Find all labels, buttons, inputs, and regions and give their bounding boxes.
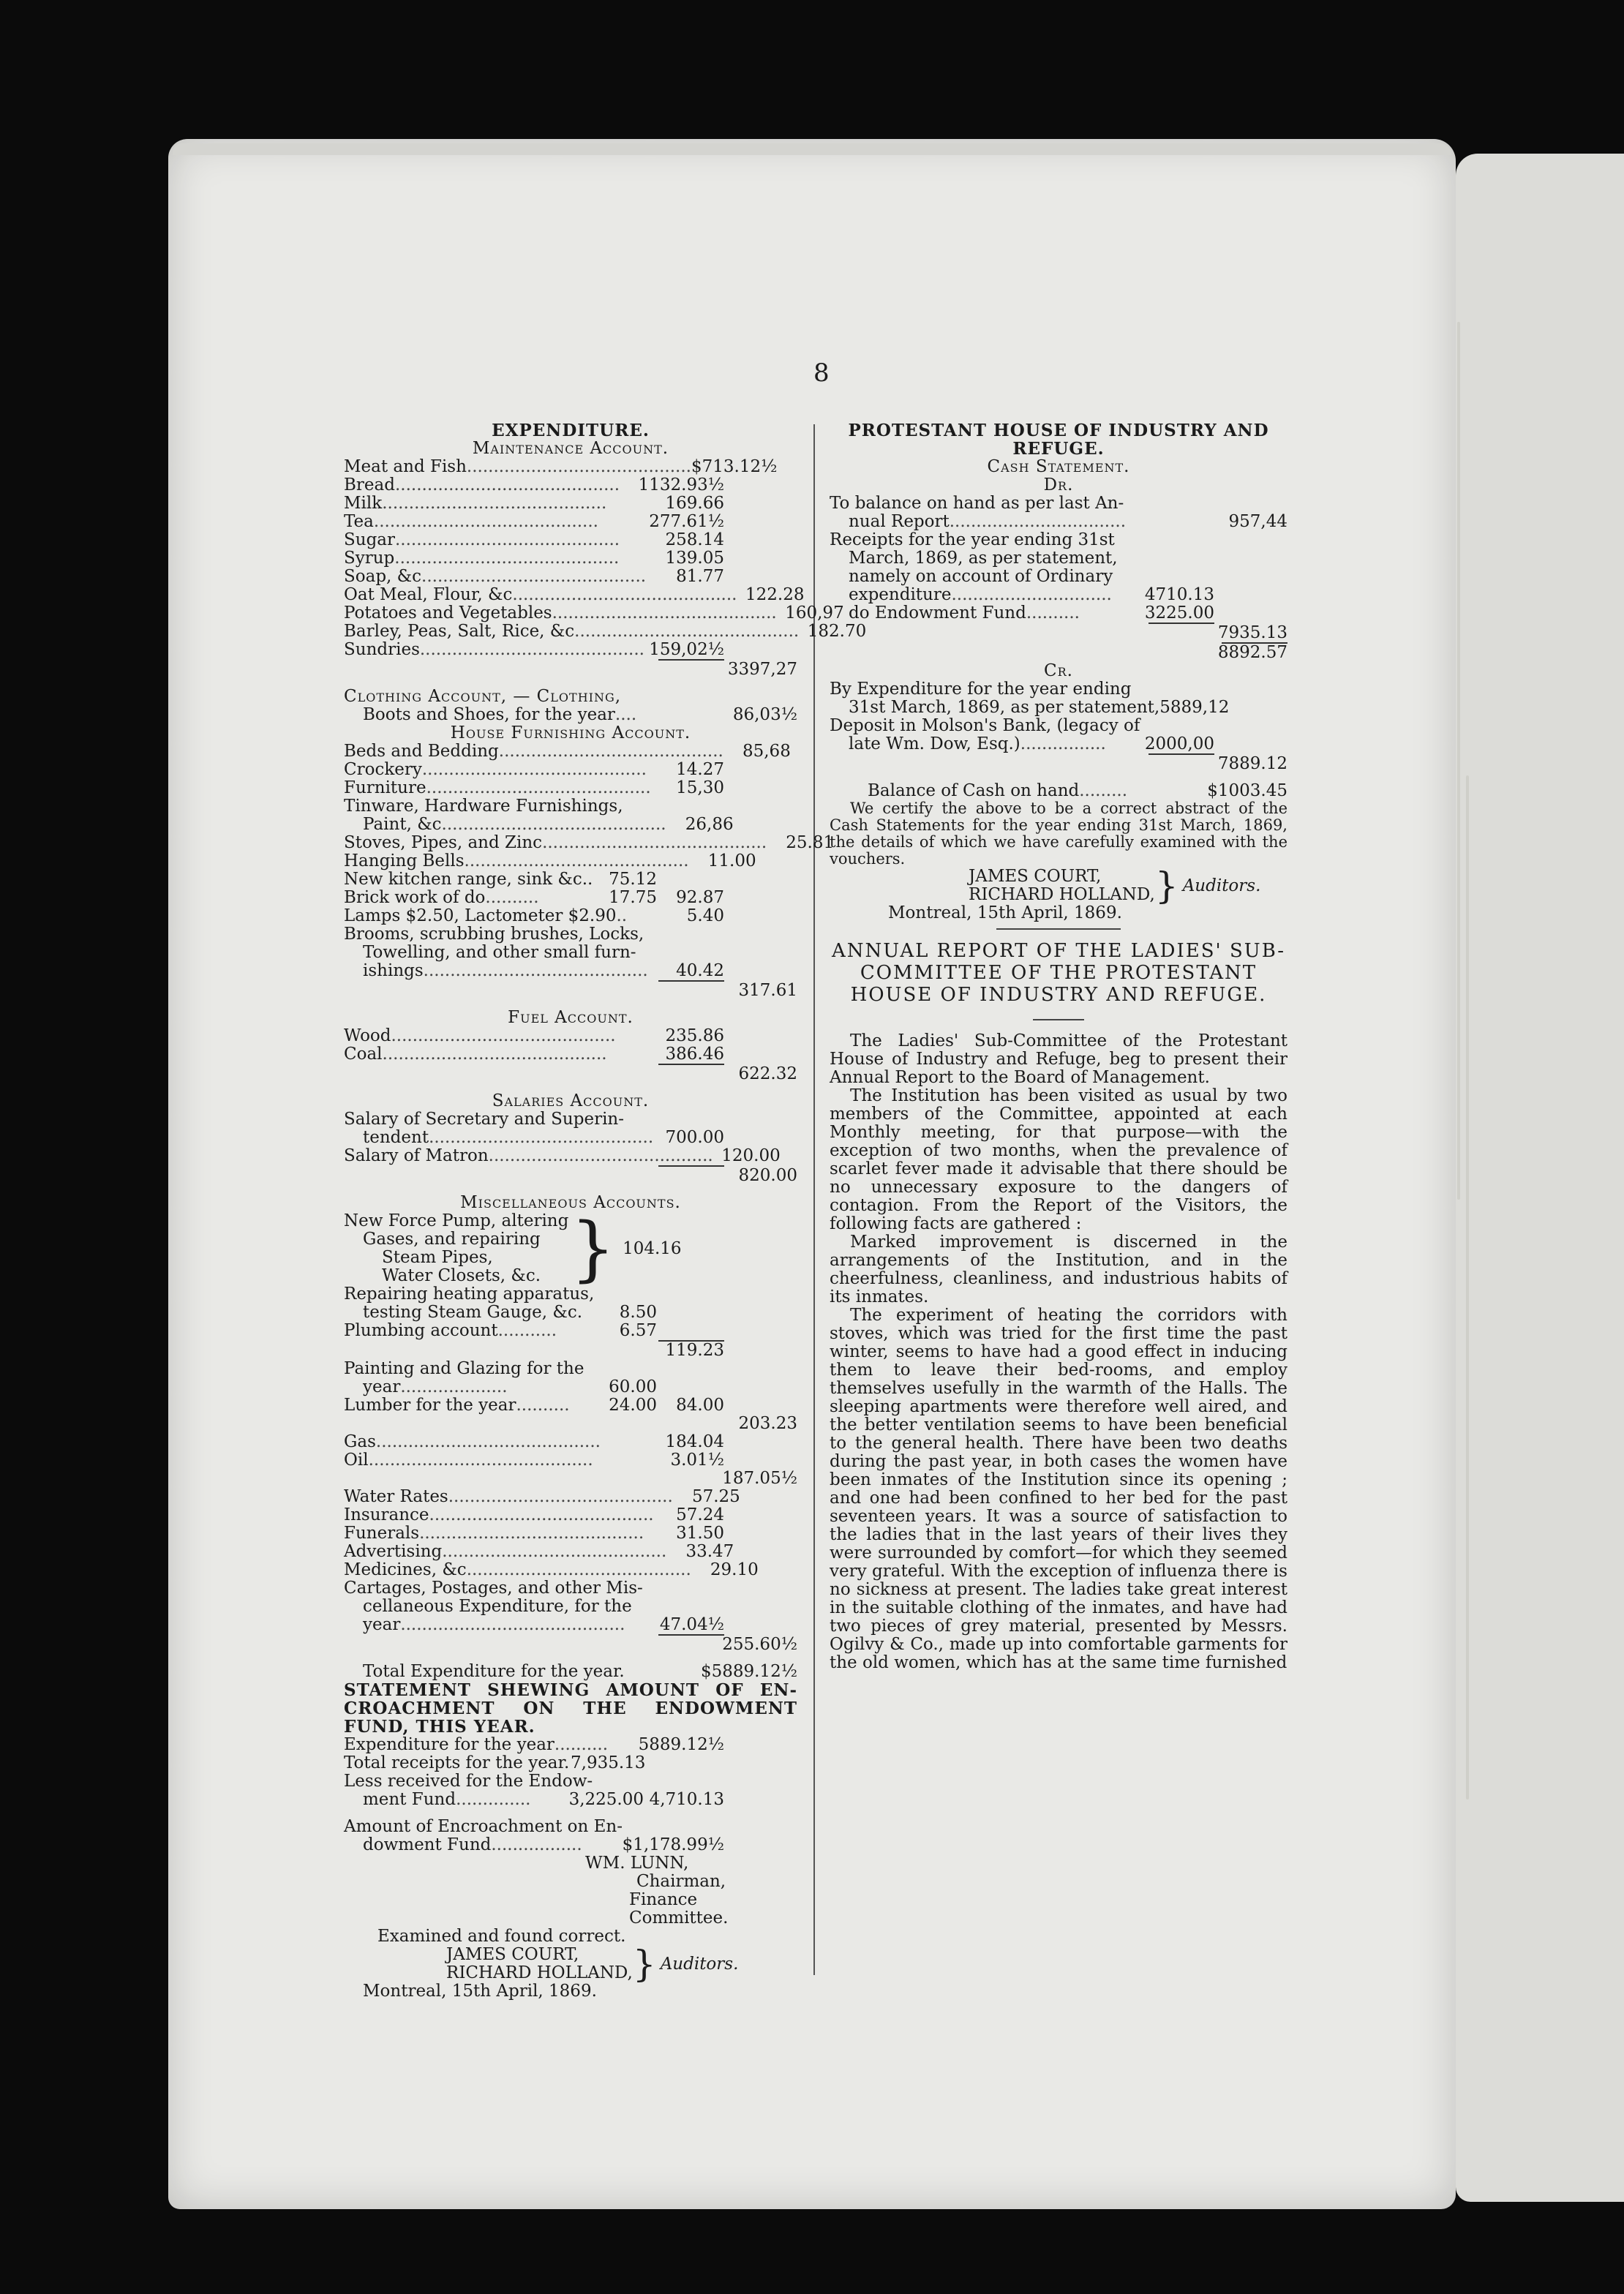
ledger-row: year .................... 60.00	[363, 1377, 657, 1396]
ledger-row: ment Fund .............. 3,225.00 4,710.13	[363, 1790, 724, 1809]
ledger-row: Lumber for the year .......... 24.00 84.00	[344, 1396, 724, 1415]
ledger-text: Steam Pipes,	[382, 1248, 493, 1267]
ledger-row: Stoves, Pipes, and Zinc .......................................... 25.81	[344, 833, 835, 852]
signer-title: Chairman,	[636, 1872, 726, 1891]
page-number: 8	[813, 358, 830, 388]
auditor-name: JAMES COURT,	[969, 867, 1102, 886]
ledger-text: namely on account of Ordinary	[849, 567, 1113, 586]
total-expenditure-row: Total Expenditure for the year. $5889.12½	[363, 1662, 797, 1681]
auditor-name: RICHARD HOLLAND,	[446, 1963, 633, 1982]
ledger-row: year .......................................... 47.04½	[363, 1615, 724, 1634]
ledger-row: Syrup .......................................... 139.05	[344, 549, 724, 568]
ledger-text: By Expenditure for the year ending	[830, 680, 1132, 699]
section-total: 7935.13	[1217, 623, 1287, 642]
expenditure-column	[344, 421, 867, 2001]
auditor-name: JAMES COURT,	[446, 1945, 579, 1964]
ledger-row: testing Steam Gauge, &c. 8.50	[363, 1303, 657, 1322]
ledger-row: ishings .......................................... 40.42	[363, 961, 724, 980]
certification-text: We certify the above to be a correct abstract of the Cash Statements for the year ending 31st March, 1869, the details of which we have carefully examined with the vouchers.	[830, 800, 1287, 868]
binding-thread	[1457, 322, 1460, 1200]
ledger-text: Tinware, Hardware Furnishings,	[344, 797, 623, 816]
report-paragraph: The experiment of heating the corridors with stoves, which was tried for the first time the past winter, seems to have had a good effect in inducing them to leave their bed-rooms, and employ themselves usefully in the warmth of the Halls. The sleeping apartments were therefore well aired, and the better ventilation seems to have been beneficial to the general health. There have been two deaths during the past year, in both cases the women have been inmates of the Institution since its opening ; and one had been confined to her bed for the past seventeen years. It was a source of satisfaction to the ladies that in the last years of their lives they were surrounded by comfort—for which they seemed very grateful. With the exception of influenza there is no sickness at present. The ladies take great interest in the suitable clothing of the inmates, and have had two pieces of grey material, presented by Messrs. Ogilvy & Co., made up into comfortable garments for the old women, which has at the same time furnished	[830, 1306, 1287, 1672]
ledger-row: Beds and Bedding .......................................... 85,68	[344, 742, 791, 761]
separator-rule	[996, 928, 1121, 930]
ledger-row: Lamps $2.50, Lactometer $2.90 .. 5.40	[344, 906, 724, 925]
ledger-text: Towelling, and other small furn-	[363, 943, 636, 962]
ledger-row: Sugar .......................................... 258.14	[344, 530, 724, 549]
report-paragraph: The Institution has been visited as usual by two members of the Committee, appointed at each Monthly meeting, for that purpose—with the exception of two months, when the prevalence of scarlet fever made it advisable that there should be no unnecessary exposure to the dangers of contagion. From the Report of the Visitors, the following facts are gathered :	[830, 1086, 1287, 1233]
ledger-row: Funerals .......................................... 31.50	[344, 1524, 724, 1543]
force-pump-entry	[344, 1208, 797, 1290]
column-divider	[813, 424, 815, 1975]
cash-statement-title: PROTESTANT HOUSE OF INDUSTRY AND REFUGE.	[848, 421, 1269, 459]
ledger-row: Crockery .......................................... 14.27	[344, 760, 724, 779]
ledger-text: Repairing heating apparatus,	[344, 1285, 595, 1304]
cash-statement-column	[830, 421, 1287, 1672]
ledger-row: Paint, &c .......................................... 26,86	[363, 815, 734, 834]
ledger-text: Brooms, scrubbing brushes, Locks,	[344, 925, 644, 944]
ledger-row: Oil .......................................... 3.01½	[344, 1451, 724, 1470]
ledger-row: dowment Fund ................. $1,178.99½	[363, 1835, 724, 1854]
ledger-row: Water Rates .......................................... 57.25	[344, 1487, 740, 1506]
ledger-text: Amount of Encroachment on En-	[344, 1817, 623, 1836]
ledger-row: nual Report ................................. 957,44	[849, 512, 1287, 531]
place-date: Montreal, 15th April, 1869.	[363, 1982, 597, 2001]
section-subtotal: 119.23	[665, 1341, 724, 1360]
page-top-edge	[173, 143, 1451, 155]
ledger-row: Milk .......................................... 169.66	[344, 494, 724, 513]
credit-heading: Cr.	[1044, 661, 1073, 680]
ledger-row: Advertising .......................................... 33.47	[344, 1542, 734, 1561]
auditors-block	[830, 865, 1287, 907]
section-total: 622.32	[738, 1064, 797, 1083]
ledger-text: Deposit in Molson's Bank, (legacy of	[830, 716, 1140, 735]
ledger-row: do Endowment Fund .......... 3225.00	[849, 603, 1214, 623]
section-total: 187.05½	[722, 1469, 797, 1488]
ledger-row: Potatoes and Vegetables .......................................... 160,97	[344, 603, 844, 623]
ledger-row: Barley, Peas, Salt, Rice, &c .......................................... 182.70	[344, 622, 867, 641]
maintenance-heading: Maintenance Account.	[472, 439, 669, 458]
debit-heading: Dr.	[1043, 475, 1074, 494]
ledger-text: Receipts for the year ending 31st	[830, 530, 1115, 549]
report-paragraph: The Ladies' Sub-Committee of the Protestant House of Industry and Refuge, beg to present their Annual Report to the Board of Management.	[830, 1031, 1287, 1087]
ledger-row: Medicines, &c .......................................... 29.10	[344, 1560, 759, 1579]
binding-thread	[1466, 775, 1469, 1800]
auditors-block	[344, 1943, 797, 1985]
ledger-row: Tea .......................................... 277.61½	[344, 512, 724, 531]
auditor-name: RICHARD HOLLAND,	[969, 885, 1155, 904]
ledger-amount: 104.16	[623, 1238, 682, 1258]
ledger-row: Coal .......................................... 386.46	[344, 1045, 724, 1064]
ledger-row: New kitchen range, sink &c.. 75.12	[344, 870, 657, 889]
ledger-row: Salary of Matron .......................................... 120.00	[344, 1146, 781, 1165]
brace-glyph: }	[571, 1208, 616, 1290]
brace-glyph: }	[1154, 865, 1178, 907]
brace-glyph: }	[632, 1943, 656, 1985]
ledger-text: Less received for the Endow-	[344, 1772, 593, 1791]
ledger-row: Expenditure for the year .......... 5889.12½	[344, 1735, 724, 1754]
ledger-text: Painting and Glazing for the	[344, 1359, 584, 1378]
ledger-row: Hanging Bells .......................................... 11.00	[344, 851, 756, 870]
ledger-row: Sundries .......................................... 159,02½	[344, 640, 724, 659]
section-total: 3397,27	[727, 660, 797, 679]
ledger-row: expenditure .............................. 4710.13	[849, 585, 1214, 604]
cash-statement-heading: Cash Statement.	[987, 457, 1130, 476]
ledger-row: Gas .......................................... 184.04	[344, 1432, 724, 1451]
clothing-line: Clothing Account, — Clothing,	[344, 687, 622, 706]
ledger-row: Bread .......................................... 1132.93½	[344, 475, 724, 494]
ledger-text: Cartages, Postages, and other Mis-	[344, 1579, 643, 1598]
ledger-text: To balance on hand as per last An-	[830, 494, 1124, 513]
section-total: 255.60½	[722, 1635, 797, 1654]
ledger-text: Salary of Secretary and Superin-	[344, 1110, 625, 1129]
place-date: Montreal, 15th April, 1869.	[888, 903, 1122, 922]
examined-note: Examined and found correct.	[377, 1927, 626, 1946]
debit-total: 8892.57	[1217, 643, 1287, 662]
auditors-label: Auditors.	[1182, 876, 1261, 895]
credit-total: 7889.12	[1217, 754, 1287, 773]
ledger-row: Insurance .......................................... 57.24	[344, 1505, 724, 1524]
separator-rule	[1033, 1019, 1084, 1020]
ledger-text: Gases, and repairing	[363, 1230, 541, 1249]
ledger-row: Brick work of do .......... 17.75 92.87	[344, 888, 724, 907]
ledger-text: March, 1869, as per statement,	[849, 549, 1118, 568]
ledger-text: Water Closets, &c.	[382, 1266, 541, 1285]
signer-name: WM. LUNN,	[585, 1854, 689, 1873]
fuel-heading: Fuel Account.	[508, 1008, 634, 1027]
house-furnishing-heading: House Furnishing Account.	[450, 723, 691, 742]
ledger-row: 31st March, 1869, as per statement, 5889,12	[849, 698, 1230, 717]
signer-committee: Finance Committee.	[629, 1890, 729, 1928]
ledger-row: Oat Meal, Flour, &c .......................................... 122.28	[344, 585, 805, 604]
expenditure-heading: EXPENDITURE.	[492, 421, 650, 440]
balance-row: Balance of Cash on hand ......... $1003.45	[868, 781, 1287, 800]
ledger-row: Plumbing account ........... 6.57	[344, 1321, 657, 1340]
ledger-row: tendent .......................................... 700.00	[363, 1128, 724, 1147]
ledger-row: Total receipts for the year. 7,935.13	[344, 1753, 646, 1772]
ledger-row: Meat and Fish .......................................... $713.12½	[344, 457, 778, 476]
report-title: ANNUAL REPORT OF THE LADIES' SUB-COMMITTEE OF THE PROTESTANT HOUSE OF INDUSTRY AND REFUGE.	[831, 940, 1286, 1006]
ledger-text: New Force Pump, altering	[344, 1211, 569, 1230]
ledger-row: Wood .......................................... 235.86	[344, 1026, 724, 1045]
ledger-row: Soap, &c .......................................... 81.77	[344, 567, 724, 586]
encroachment-statement-heading: STATEMENT SHEWING AMOUNT OF EN-CROACHMENT ON THE ENDOWMENT FUND, THIS YEAR.	[344, 1680, 797, 1737]
facing-page-edge	[1456, 154, 1624, 2202]
ledger-row: late Wm. Dow, Esq.) ................ 2000,00	[849, 734, 1214, 753]
salaries-heading: Salaries Account.	[492, 1091, 650, 1110]
ledger-text: cellaneous Expenditure, for the	[363, 1597, 632, 1616]
section-total: 203.23	[738, 1414, 797, 1433]
auditors-label: Auditors.	[660, 1954, 739, 1974]
ledger-row: Furniture .......................................... 15,30	[344, 778, 724, 797]
section-total: 820.00	[738, 1166, 797, 1185]
report-paragraph: Marked improvement is discerned in the arrangements of the Institution, and in the cheerfulness, cleanliness, and industrious habits of its inmates.	[830, 1233, 1287, 1306]
clothing-total-row: Boots and Shoes, for the year .... 86,03½	[363, 705, 797, 724]
miscellaneous-heading: Miscellaneous Accounts.	[460, 1193, 681, 1212]
section-total: 317.61	[738, 981, 797, 1000]
